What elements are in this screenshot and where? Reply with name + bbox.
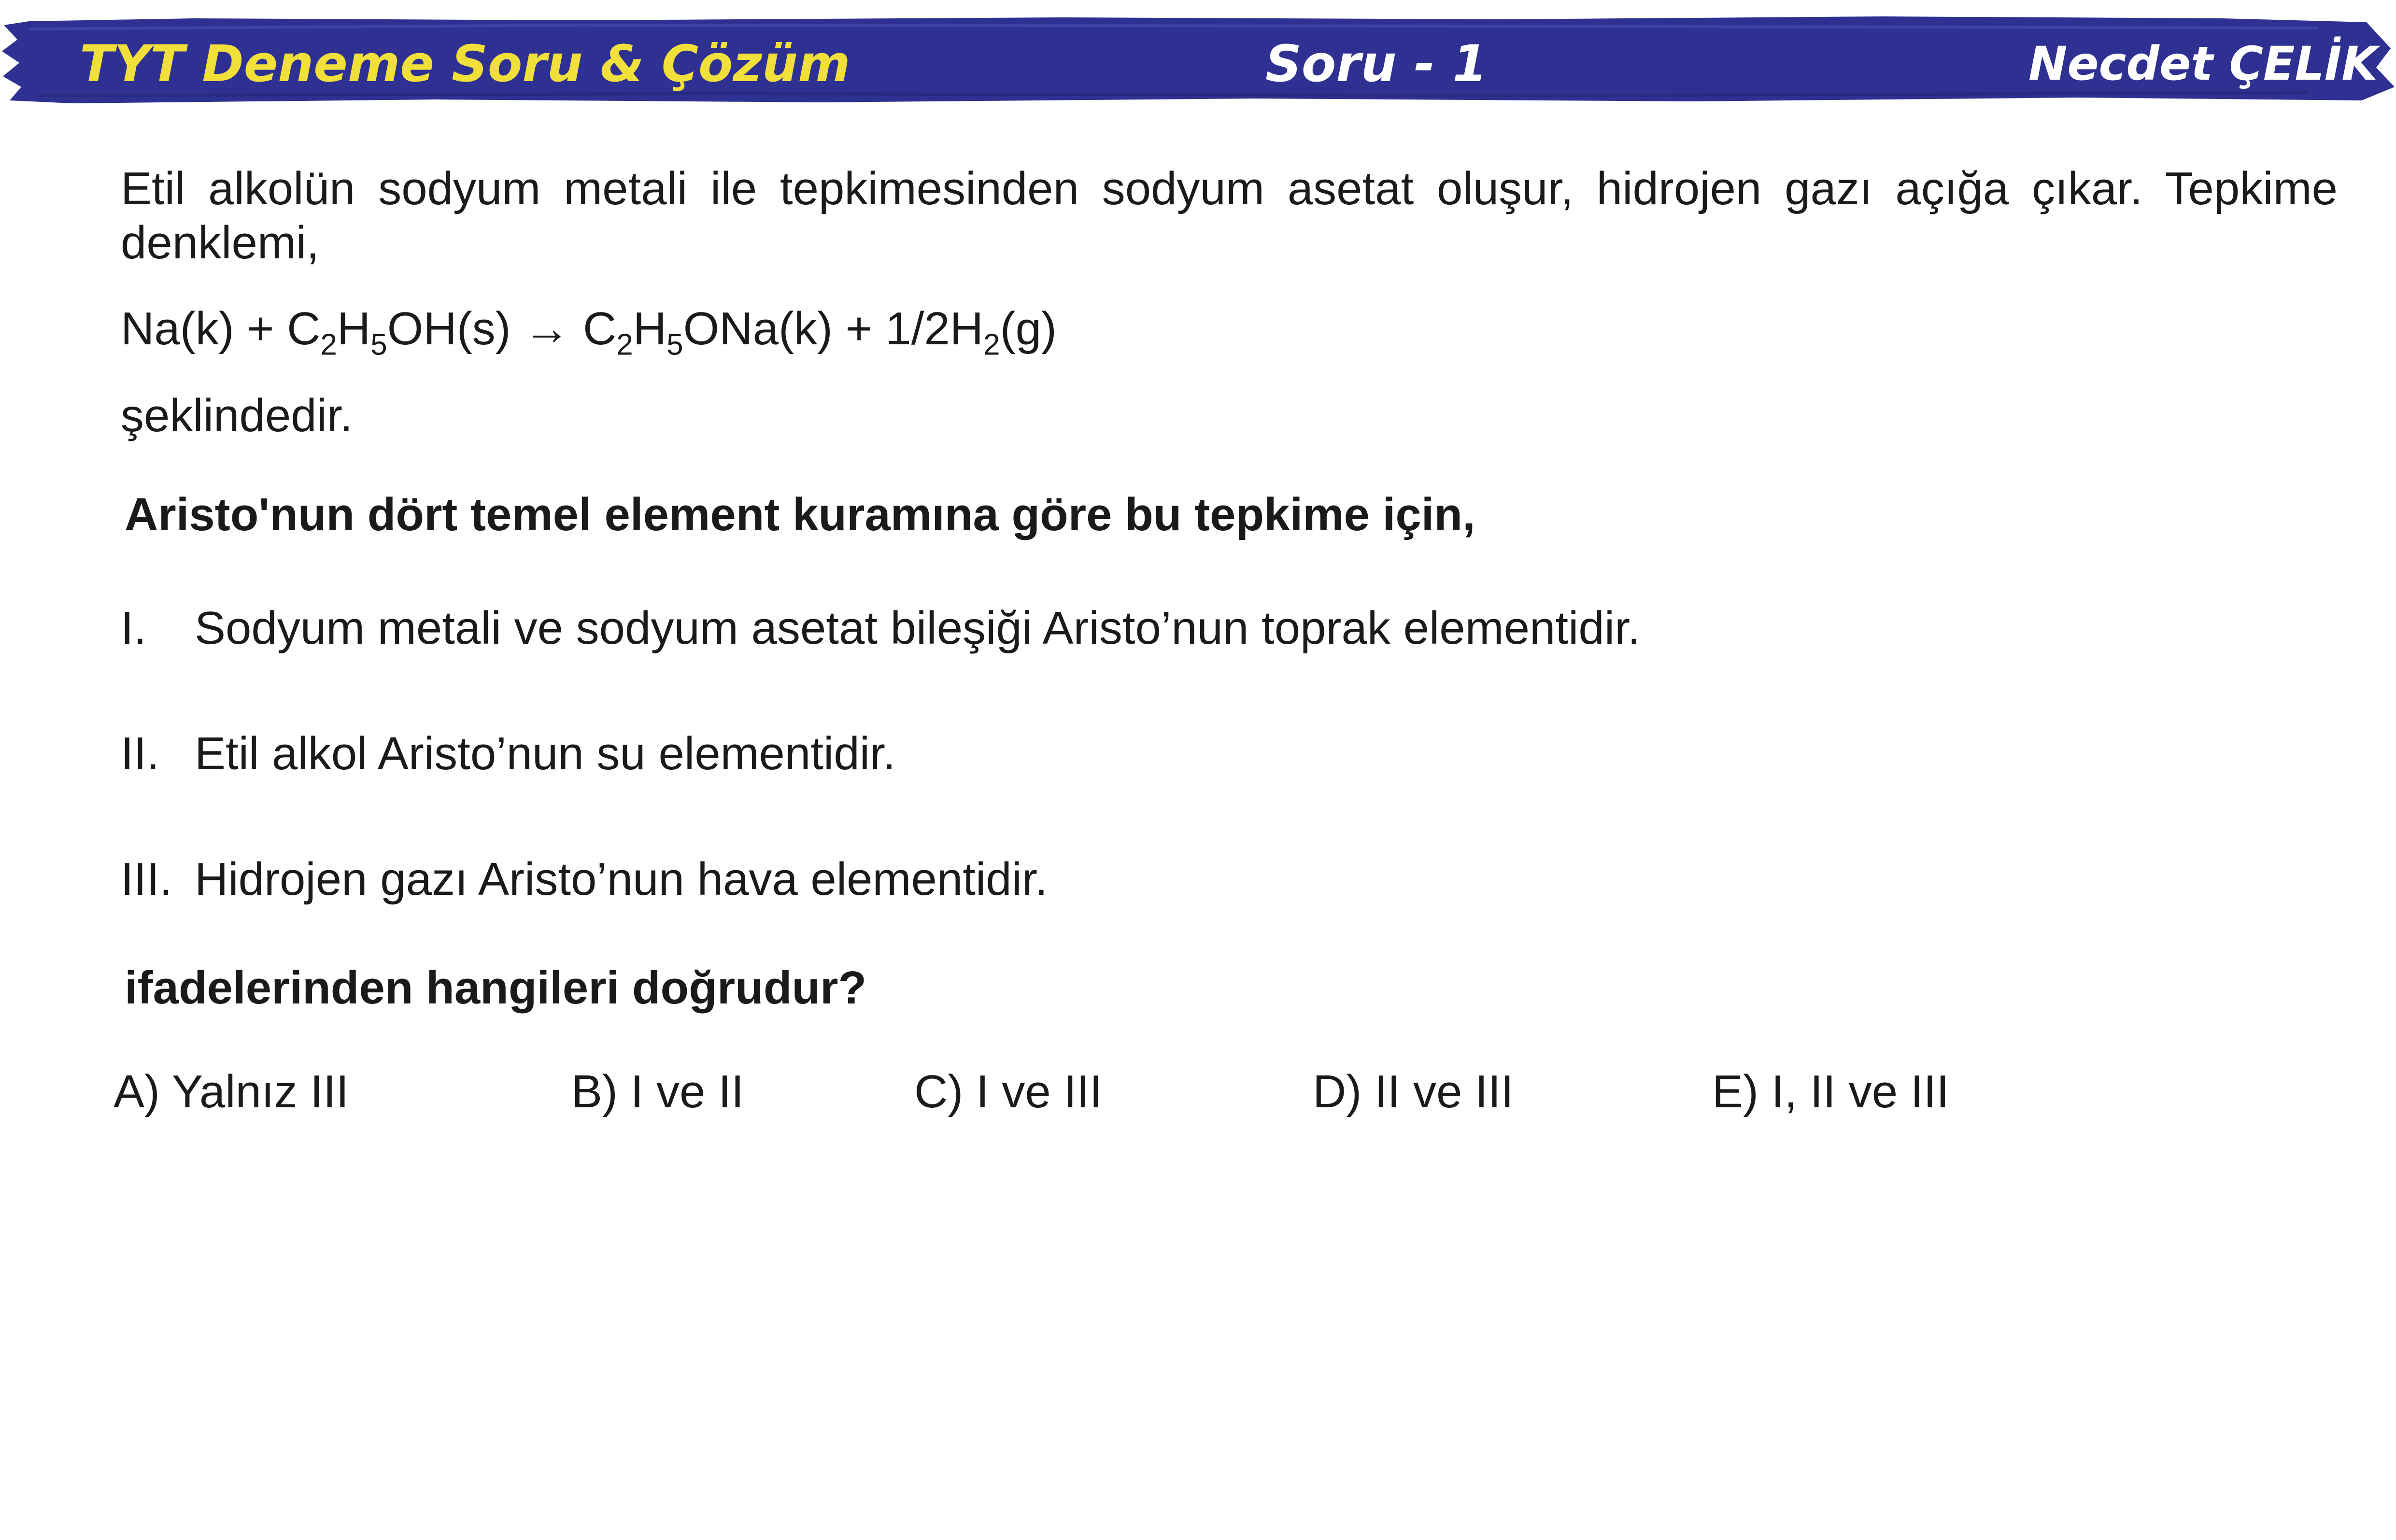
reaction-equation [121, 302, 1057, 362]
question-stem: Aristo'nun dört temel element kuramına göre bu tepkime için, [125, 489, 1475, 540]
subscript: 2 [616, 328, 633, 362]
equation-part: Na(k) + C [121, 303, 321, 354]
statement-text: Sodyum metali ve sodyum asetat bileşiği Aristo’nun toprak elementidir. [195, 602, 1641, 654]
statement-number: II. [121, 728, 160, 779]
author-name: Necdet ÇELİK [2028, 37, 2378, 91]
header-title: TYT Deneme Soru & Çözüm [80, 34, 851, 93]
equation-part: H [633, 303, 667, 354]
answer-option-e[interactable]: E) I, II ve III [1712, 1066, 1949, 1117]
question-ending: ifadelerinden hangileri doğrudur? [125, 962, 867, 1014]
subscript: 2 [983, 328, 1000, 362]
answer-option-a[interactable]: A) Yalnız III [113, 1066, 349, 1117]
answer-option-d[interactable]: D) II ve III [1313, 1066, 1514, 1117]
answer-option-c[interactable]: C) I ve III [914, 1066, 1103, 1117]
statement-number: I. [121, 602, 147, 654]
statement-text: Hidrojen gazı Aristo’nun hava elementidir. [195, 853, 1048, 905]
equation-part: ONa(k) + 1/2H [683, 303, 984, 354]
equation-ending: şeklindedir. [121, 390, 353, 441]
answer-option-b[interactable]: B) I ve II [571, 1066, 744, 1117]
question-number: Soru - 1 [1265, 34, 1488, 93]
equation-part: H [337, 303, 371, 354]
question-intro: Etil alkolün sodyum metali ile tepkimesinden sodyum asetat oluşur, hidrojen gazı açığa çıkar. Tepkime denklemi, [121, 163, 2338, 268]
equation-part: (g) [1000, 303, 1057, 354]
equation-part: OH(s) → C [387, 303, 617, 354]
statement-text: Etil alkol Aristo’nun su elementidir. [195, 728, 896, 779]
subscript: 5 [666, 328, 683, 362]
header-banner [0, 14, 2396, 106]
statement-number: III. [121, 853, 172, 905]
subscript: 5 [370, 328, 387, 362]
subscript: 2 [320, 328, 337, 362]
